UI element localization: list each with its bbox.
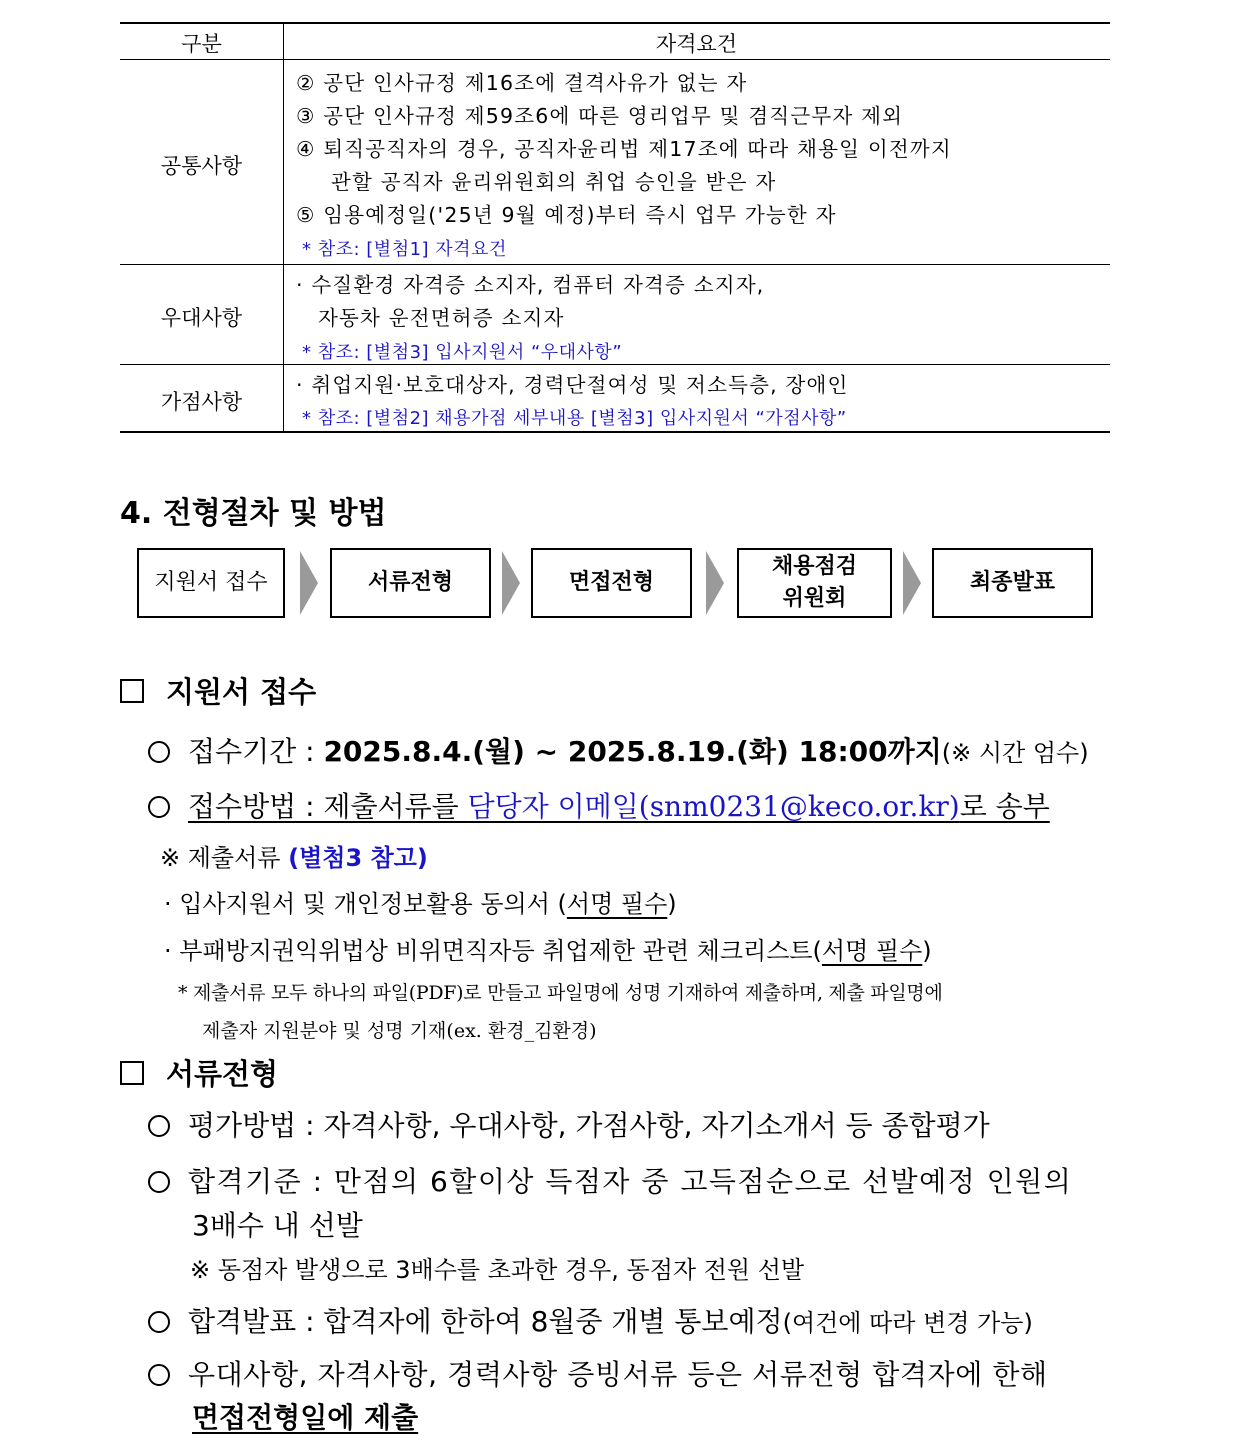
category-bonus: 가점사항 bbox=[160, 390, 243, 414]
section-title: 4. 전형절차 및 방법 bbox=[120, 496, 387, 531]
application-method bbox=[148, 785, 1050, 825]
method-tail: 로 송부 bbox=[959, 790, 1050, 823]
evaluation-text: 평가방법 : 자격사항, 우대사항, 가점사항, 자기소개서 등 종합평가 bbox=[188, 1109, 990, 1142]
circle-bullet-icon bbox=[148, 1311, 170, 1333]
reference-note: * 참조: [별첨1] 자격요건 bbox=[302, 239, 507, 260]
checkbox-square-icon bbox=[120, 1061, 144, 1085]
criteria-line1: 합격기준 : 만점의 6할이상 득점자 중 고득점순으로 선발예정 인원의 bbox=[188, 1165, 1073, 1198]
criteria-line2: 3배수 내 선발 bbox=[192, 1209, 363, 1242]
step-review-line2: 위원회 bbox=[782, 586, 847, 611]
tie-note: ※ 동점자 발생으로 3배수를 초과한 경우, 동점자 전원 선발 bbox=[190, 1256, 805, 1284]
requirement-line: ⑤ 임용예정일('25년 9월 예정)부터 즉시 업무 가능한 자 bbox=[296, 203, 837, 227]
table-bottom-rule bbox=[120, 431, 1110, 433]
requirement-line: · 취업지원·보호대상자, 경력단절여성 및 저소득층, 장애인 bbox=[296, 373, 849, 397]
docs-reference: (별첨3 참고) bbox=[288, 844, 428, 872]
doc-item-text: · 부패방지권익위법상 비위면직자등 취업제한 관련 체크리스트( bbox=[164, 937, 822, 965]
checkbox-square-icon bbox=[120, 679, 144, 703]
proof-line2: 면접전형일에 제출 bbox=[192, 1401, 419, 1434]
docs-prefix: ※ 제출서류 bbox=[160, 844, 289, 872]
period-value: 2025.8.4.(월) ~ 2025.8.19.(화) 18:00까지 bbox=[323, 735, 942, 768]
document-screening-heading bbox=[120, 1052, 278, 1093]
doc-item-text: · 입사지원서 및 개인정보활용 동의서 ( bbox=[164, 890, 567, 918]
signature-required: 서명 필수 bbox=[566, 890, 668, 918]
contact-email-link[interactable]: 담당자 이메일(snm0231@keco.or.kr) bbox=[467, 790, 960, 823]
circle-bullet-icon bbox=[148, 796, 170, 818]
category-preferred: 우대사항 bbox=[160, 306, 243, 330]
step-application: 지원서 접수 bbox=[137, 548, 285, 618]
announcement-note: (여건에 따라 변경 가능) bbox=[782, 1309, 1033, 1337]
doc-item-end: ) bbox=[667, 890, 677, 918]
proof-documents bbox=[148, 1353, 1048, 1393]
method-label: 접수방법 : 제출서류를 bbox=[188, 790, 468, 823]
circle-bullet-icon bbox=[148, 1171, 170, 1193]
step-arrow-icon bbox=[502, 551, 520, 615]
submission-docs-note bbox=[160, 838, 428, 873]
step-review-committee bbox=[737, 548, 892, 618]
document-screening-title: 서류전형 bbox=[166, 1057, 279, 1091]
step-document-screening: 서류전형 bbox=[330, 548, 491, 618]
application-heading bbox=[120, 670, 316, 711]
circle-bullet-icon bbox=[148, 1115, 170, 1137]
step-arrow-icon bbox=[300, 551, 318, 615]
header-requirements: 자격요건 bbox=[655, 32, 738, 56]
announcement-text: 합격발표 : 합격자에 한하여 8월중 개별 통보예정 bbox=[188, 1305, 783, 1338]
requirement-line: ④ 퇴직공직자의 경우, 공직자윤리법 제17조에 따라 채용일 이전까지 bbox=[296, 137, 952, 161]
table-header-rule bbox=[120, 59, 1110, 60]
proof-line1: 우대사항, 자격사항, 경력사항 증빙서류 등은 서류전형 합격자에 한해 bbox=[188, 1358, 1048, 1391]
period-note: (※ 시간 엄수) bbox=[941, 739, 1089, 767]
circle-bullet-icon bbox=[148, 1364, 170, 1386]
step-final-announcement: 최종발표 bbox=[932, 548, 1093, 618]
step-interview: 면접전형 bbox=[531, 548, 692, 618]
doc-item bbox=[164, 931, 932, 966]
period-label: 접수기간 : bbox=[188, 735, 324, 768]
evaluation-method bbox=[148, 1104, 990, 1144]
step-arrow-icon bbox=[903, 551, 921, 615]
requirement-line: · 수질환경 자격증 소지자, 컴퓨터 자격증 소지자, bbox=[296, 273, 765, 297]
pass-announcement bbox=[148, 1300, 1033, 1340]
requirement-line: ② 공단 인사규정 제16조에 결격사유가 없는 자 bbox=[296, 71, 748, 95]
file-note-line1: * 제출서류 모두 하나의 파일(PDF)로 만들고 파일명에 성명 기재하여 제출하며, 제출 파일명에 bbox=[178, 982, 943, 1004]
circle-bullet-icon bbox=[148, 741, 170, 763]
step-arrow-icon bbox=[706, 551, 724, 615]
table-top-rule bbox=[120, 22, 1110, 24]
application-period bbox=[148, 730, 1089, 770]
application-title: 지원서 접수 bbox=[166, 675, 317, 709]
table-column-divider bbox=[283, 24, 284, 432]
category-common: 공통사항 bbox=[160, 154, 243, 178]
header-category: 구분 bbox=[181, 32, 222, 56]
requirement-line: 관할 공직자 윤리위원회의 취업 승인을 받은 자 bbox=[331, 170, 777, 194]
doc-item-end: ) bbox=[922, 937, 932, 965]
doc-item bbox=[164, 884, 677, 919]
table-row-rule bbox=[120, 264, 1110, 265]
table-row-rule bbox=[120, 364, 1110, 365]
file-note-line2: 제출자 지원분야 및 성명 기재(ex. 환경_김환경) bbox=[202, 1020, 597, 1042]
reference-note: * 참조: [별첨3] 입사지원서 “우대사항” bbox=[302, 342, 623, 363]
reference-note: * 참조: [별첨2] 채용가점 세부내용 [별첨3] 입사지원서 “가점사항” bbox=[302, 408, 847, 429]
requirement-line: 자동차 운전면허증 소지자 bbox=[318, 306, 565, 330]
pass-criteria bbox=[148, 1160, 1072, 1200]
step-review-line1: 채용점검 bbox=[771, 554, 857, 579]
requirement-line: ③ 공단 인사규정 제59조6에 따른 영리업무 및 겸직근무자 제외 bbox=[296, 104, 904, 128]
signature-required: 서명 필수 bbox=[821, 937, 923, 965]
